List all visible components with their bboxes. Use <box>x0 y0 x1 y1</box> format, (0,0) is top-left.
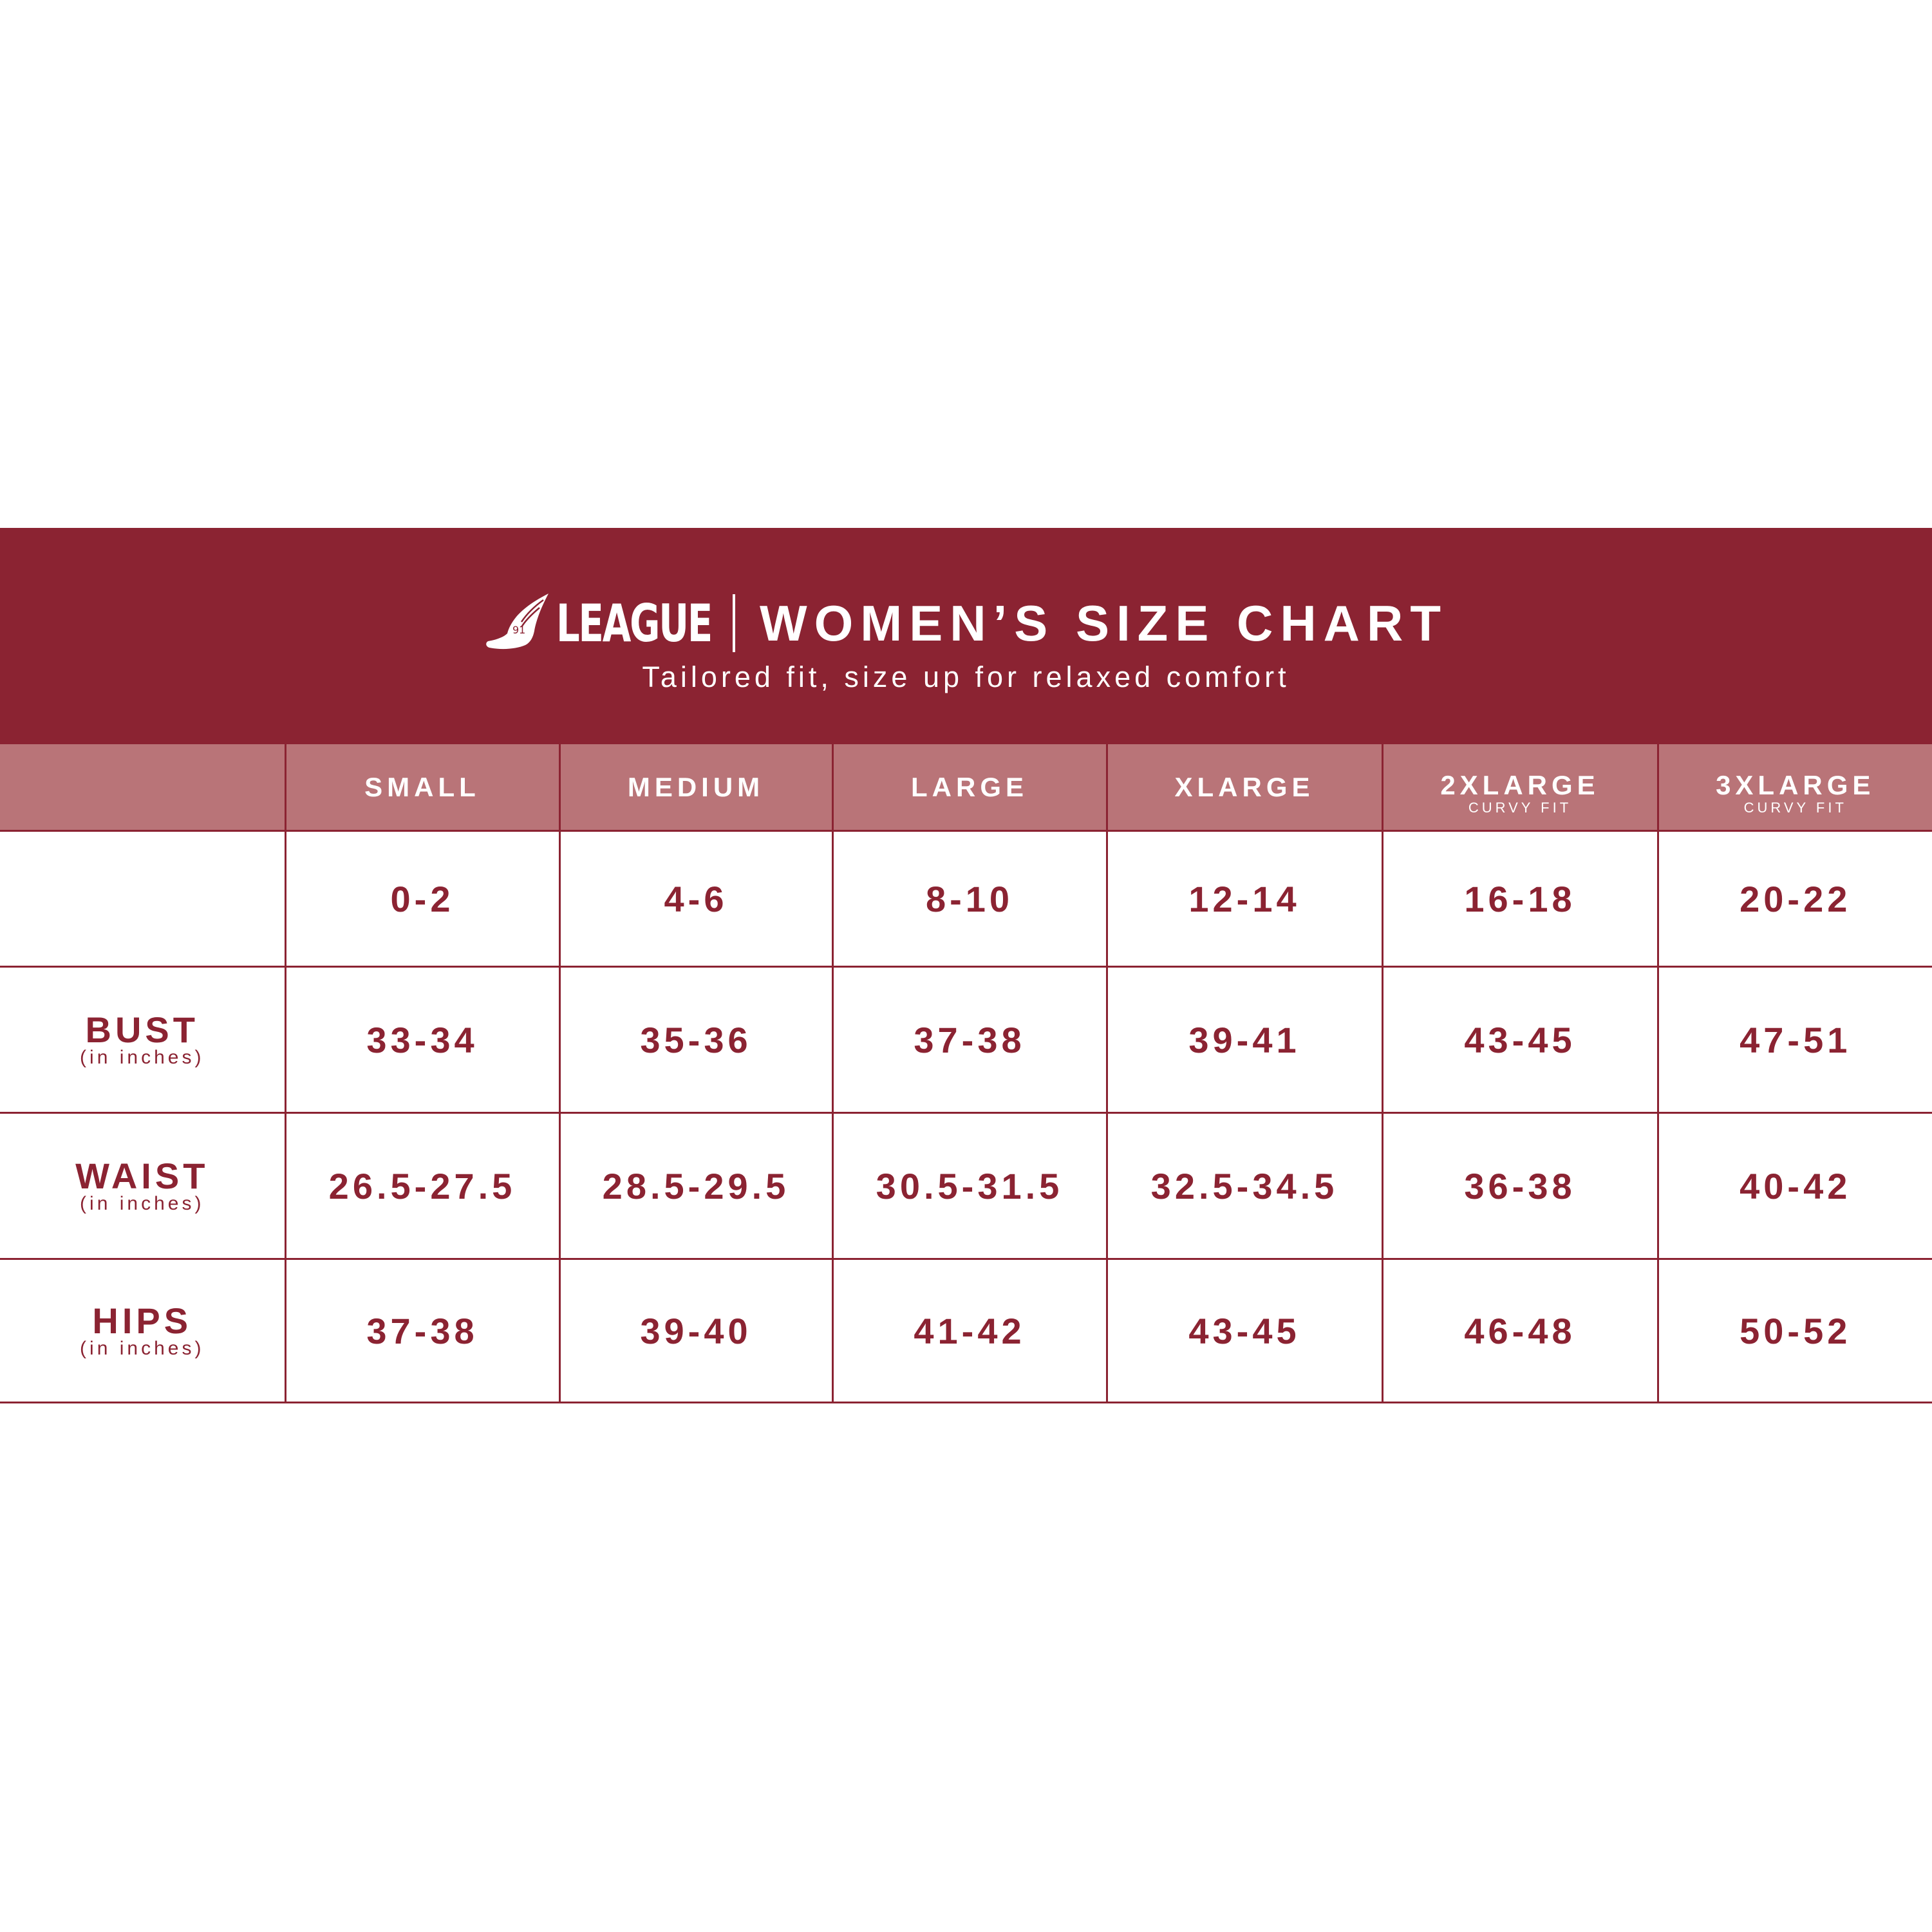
league-logo <box>484 591 730 655</box>
row-label-bust: BUST (in inches) <box>0 967 285 1113</box>
table-cell: 37-38 <box>832 967 1107 1113</box>
size-table <box>0 744 1932 1403</box>
table-cell: 0-2 <box>285 831 559 967</box>
table-cell: 50-52 <box>1658 1259 1932 1403</box>
table-cell: 36-38 <box>1382 1113 1658 1259</box>
table-cell: 35-36 <box>559 967 832 1113</box>
table-cell: 26.5-27.5 <box>285 1113 559 1259</box>
title-divider <box>733 594 735 652</box>
header-corner <box>0 744 285 831</box>
brand-name: LEAGUE <box>556 593 712 653</box>
table-cell: 47-51 <box>1658 967 1932 1113</box>
col-header-3xlarge: 3XLARGE CURVY FIT <box>1658 744 1932 831</box>
table-cell: 43-45 <box>1107 1259 1382 1403</box>
col-header-large: LARGE <box>832 744 1107 831</box>
table-row-hips <box>0 1259 1932 1403</box>
size-chart <box>0 528 1932 1403</box>
table-cell: 46-48 <box>1382 1259 1658 1403</box>
winged-foot-icon <box>484 591 554 655</box>
page-title: WOMEN’S SIZE CHART <box>760 594 1448 652</box>
table-row-bust <box>0 967 1932 1113</box>
table-cell: 40-42 <box>1658 1113 1932 1259</box>
title-row <box>0 585 1932 662</box>
page-subtitle: Tailored fit, size up for relaxed comfort <box>642 661 1290 693</box>
table-row-size-range <box>0 831 1932 967</box>
row-label-hips: HIPS (in inches) <box>0 1259 285 1403</box>
table-row-waist <box>0 1113 1932 1259</box>
table-cell: 12-14 <box>1107 831 1382 967</box>
table-cell: 41-42 <box>832 1259 1107 1403</box>
table-cell: 39-41 <box>1107 967 1382 1113</box>
col-header-xlarge: XLARGE <box>1107 744 1382 831</box>
col-header-note: CURVY FIT <box>1743 799 1847 816</box>
table-cell: 4-6 <box>559 831 832 967</box>
col-header-medium: MEDIUM <box>559 744 832 831</box>
table-cell: 43-45 <box>1382 967 1658 1113</box>
col-header-small: SMALL <box>285 744 559 831</box>
table-cell: 28.5-29.5 <box>559 1113 832 1259</box>
size-header-row <box>0 744 1932 831</box>
col-header-2xlarge: 2XLARGE CURVY FIT <box>1382 744 1658 831</box>
table-cell: 20-22 <box>1658 831 1932 967</box>
table-cell: 37-38 <box>285 1259 559 1403</box>
col-header-note: CURVY FIT <box>1468 799 1572 816</box>
row-label-empty <box>0 831 285 967</box>
logo-number: 91 <box>512 624 526 636</box>
table-cell: 30.5-31.5 <box>832 1113 1107 1259</box>
table-cell: 8-10 <box>832 831 1107 967</box>
table-cell: 32.5-34.5 <box>1107 1113 1382 1259</box>
table-cell: 33-34 <box>285 967 559 1113</box>
row-label-waist: WAIST (in inches) <box>0 1113 285 1259</box>
table-cell: 16-18 <box>1382 831 1658 967</box>
header-banner <box>0 528 1932 744</box>
table-cell: 39-40 <box>559 1259 832 1403</box>
